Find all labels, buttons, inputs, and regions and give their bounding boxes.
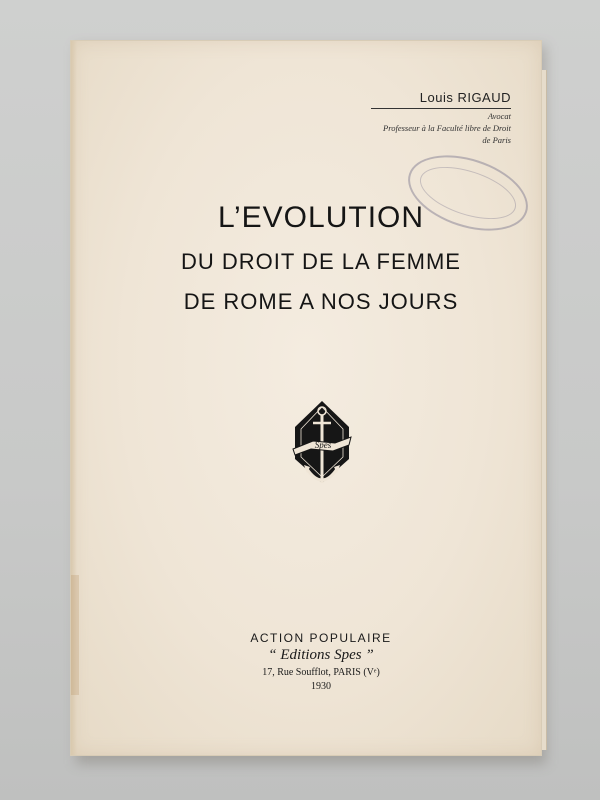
author-title-2: Professeur à la Faculté libre de Droit — [383, 123, 511, 133]
author-title-1: Avocat — [487, 111, 511, 121]
publisher-address: 17, Rue Soufflot, PARIS (Vᵉ) — [262, 667, 380, 678]
book-cover — [70, 40, 542, 756]
book-title — [71, 201, 541, 315]
publisher-block — [71, 631, 541, 692]
title-line-2: DU DROIT DE LA FEMME — [181, 249, 461, 274]
publication-year: 1930 — [311, 681, 331, 692]
title-line-3: DE ROME A NOS JOURS — [183, 289, 459, 314]
author-title-3: de Paris — [482, 135, 511, 145]
title-line-1: L’EVOLUTION — [217, 201, 425, 234]
emblem-banner-text: Spes — [314, 440, 332, 450]
publisher-editions: “ Editions Spes ” — [268, 647, 374, 663]
anchor-emblem-icon — [287, 397, 357, 497]
author-name: Louis RIGAUD — [371, 90, 511, 109]
author-block — [351, 89, 511, 145]
publisher-name: ACTION POPULAIRE — [250, 631, 392, 645]
